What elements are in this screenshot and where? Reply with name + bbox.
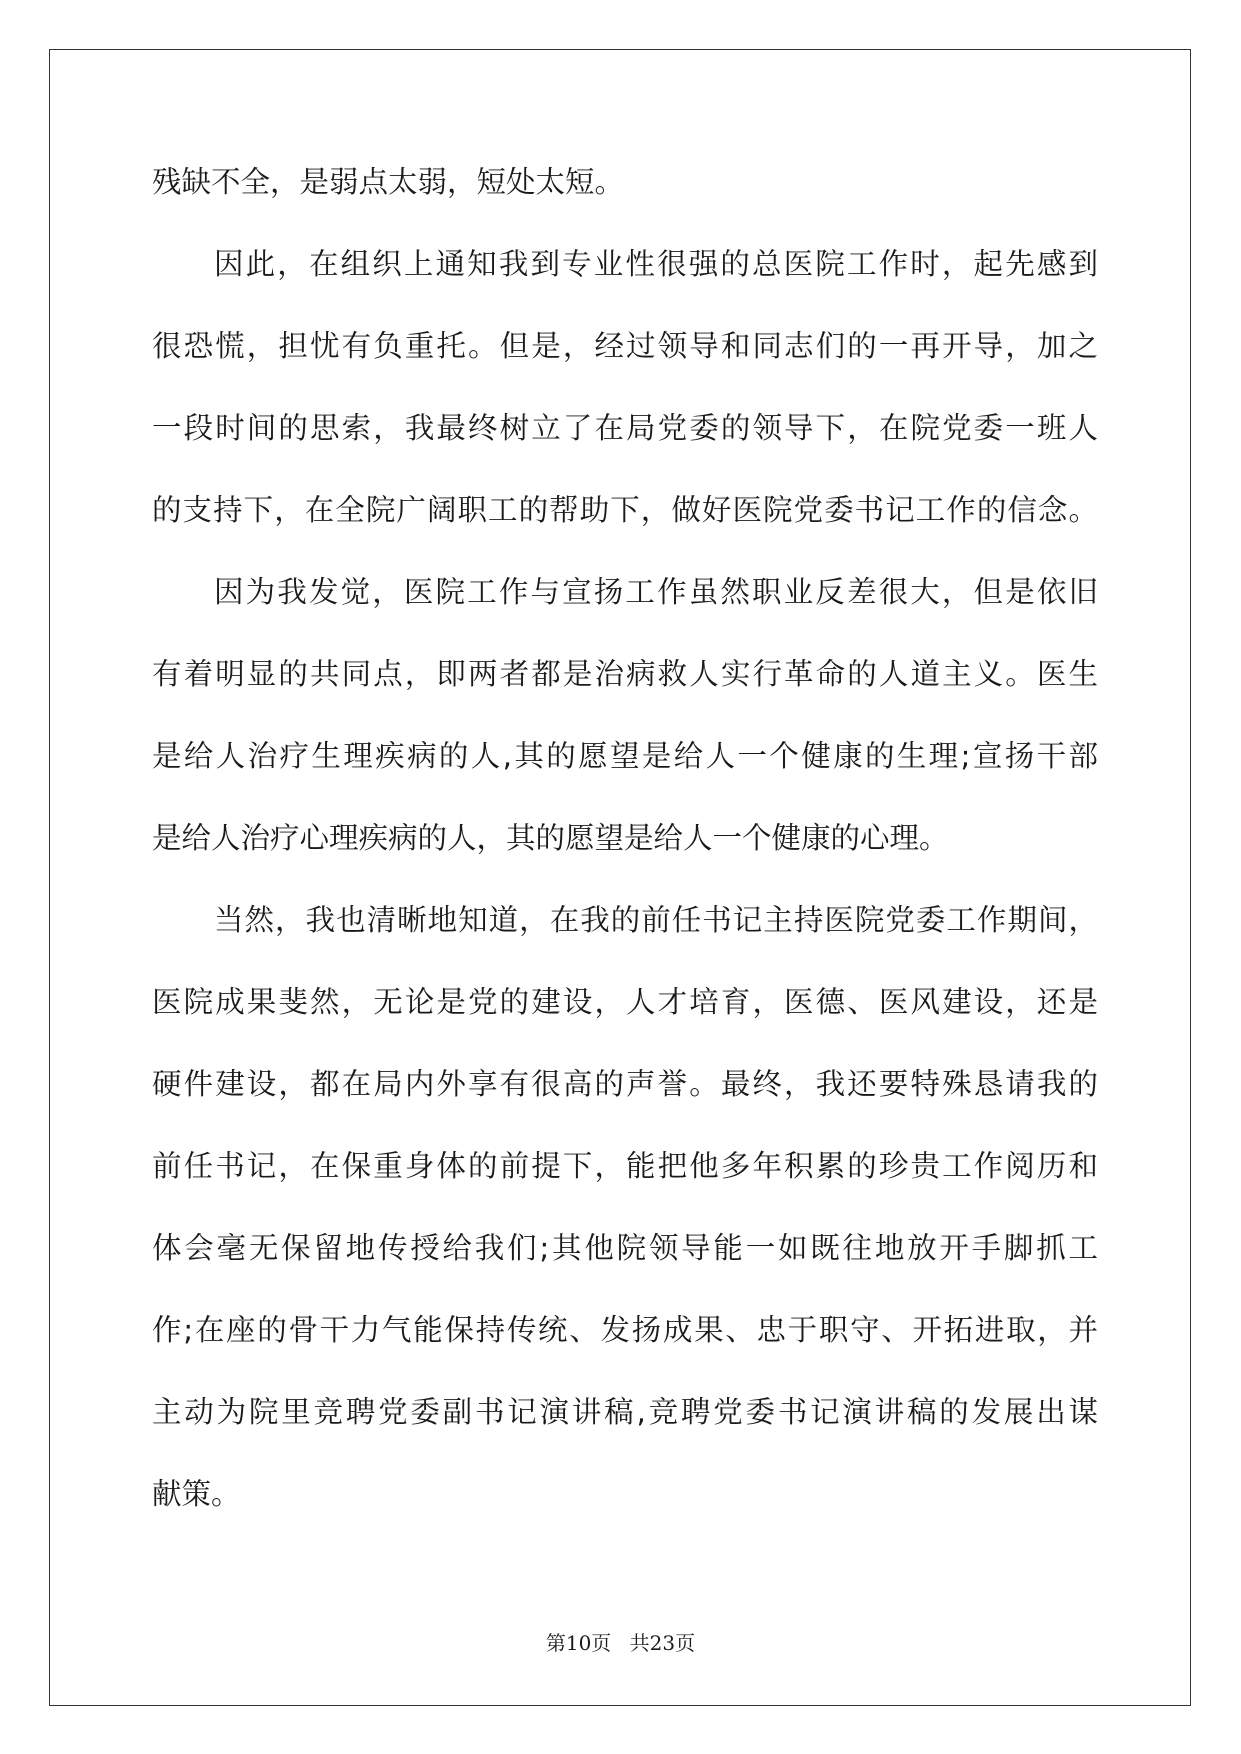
text-line: 主动为院里竞聘党委副书记演讲稿,竞聘党委书记演讲稿的发展出谋: [152, 1395, 1098, 1429]
text-line: 很恐慌，担忧有负重托。但是，经过领导和同志们的一再开导，加之: [152, 329, 1098, 363]
text-line: 作;在座的骨干力气能保持传统、发扬成果、忠于职守、开拓进取，并: [152, 1313, 1098, 1347]
text-line: 因为我发觉，医院工作与宣扬工作虽然职业反差很大，但是依旧: [214, 575, 1098, 609]
text-line: 是给人治疗心理疾病的人，其的愿望是给人一个健康的心理。: [152, 821, 949, 855]
page-number: 第10页: [545, 1631, 612, 1655]
document-body: [152, 160, 1098, 1554]
text-line: 献策。: [152, 1477, 241, 1511]
text-line: 一段时间的思索，我最终树立了在局党委的领导下，在院党委一班人: [152, 411, 1098, 445]
page-footer: [0, 1627, 1241, 1656]
text-line: 因此，在组织上通知我到专业性很强的总医院工作时，起先感到: [214, 247, 1098, 281]
text-line: 残缺不全，是弱点太弱，短处太短。: [152, 165, 625, 199]
text-line: 医院成果斐然，无论是党的建设，人才培育，医德、医风建设，还是: [152, 985, 1098, 1019]
text-line: 的支持下，在全院广阔职工的帮助下，做好医院党委书记工作的信念。: [152, 493, 1098, 527]
page-total: 共23页: [629, 1631, 696, 1655]
text-line: 当然，我也清晰地知道，在我的前任书记主持医院党委工作期间，: [214, 903, 1098, 937]
text-line: 前任书记，在保重身体的前提下，能把他多年积累的珍贵工作阅历和: [152, 1149, 1098, 1183]
text-line: 体会毫无保留地传授给我们;其他院领导能一如既往地放开手脚抓工: [152, 1231, 1098, 1265]
text-line: 是给人治疗生理疾病的人,其的愿望是给人一个健康的生理;宣扬干部: [152, 739, 1098, 773]
text-line: 硬件建设，都在局内外享有很高的声誉。最终，我还要特殊恳请我的: [152, 1067, 1098, 1101]
text-line: 有着明显的共同点，即两者都是治病救人实行革命的人道主义。医生: [152, 657, 1098, 691]
